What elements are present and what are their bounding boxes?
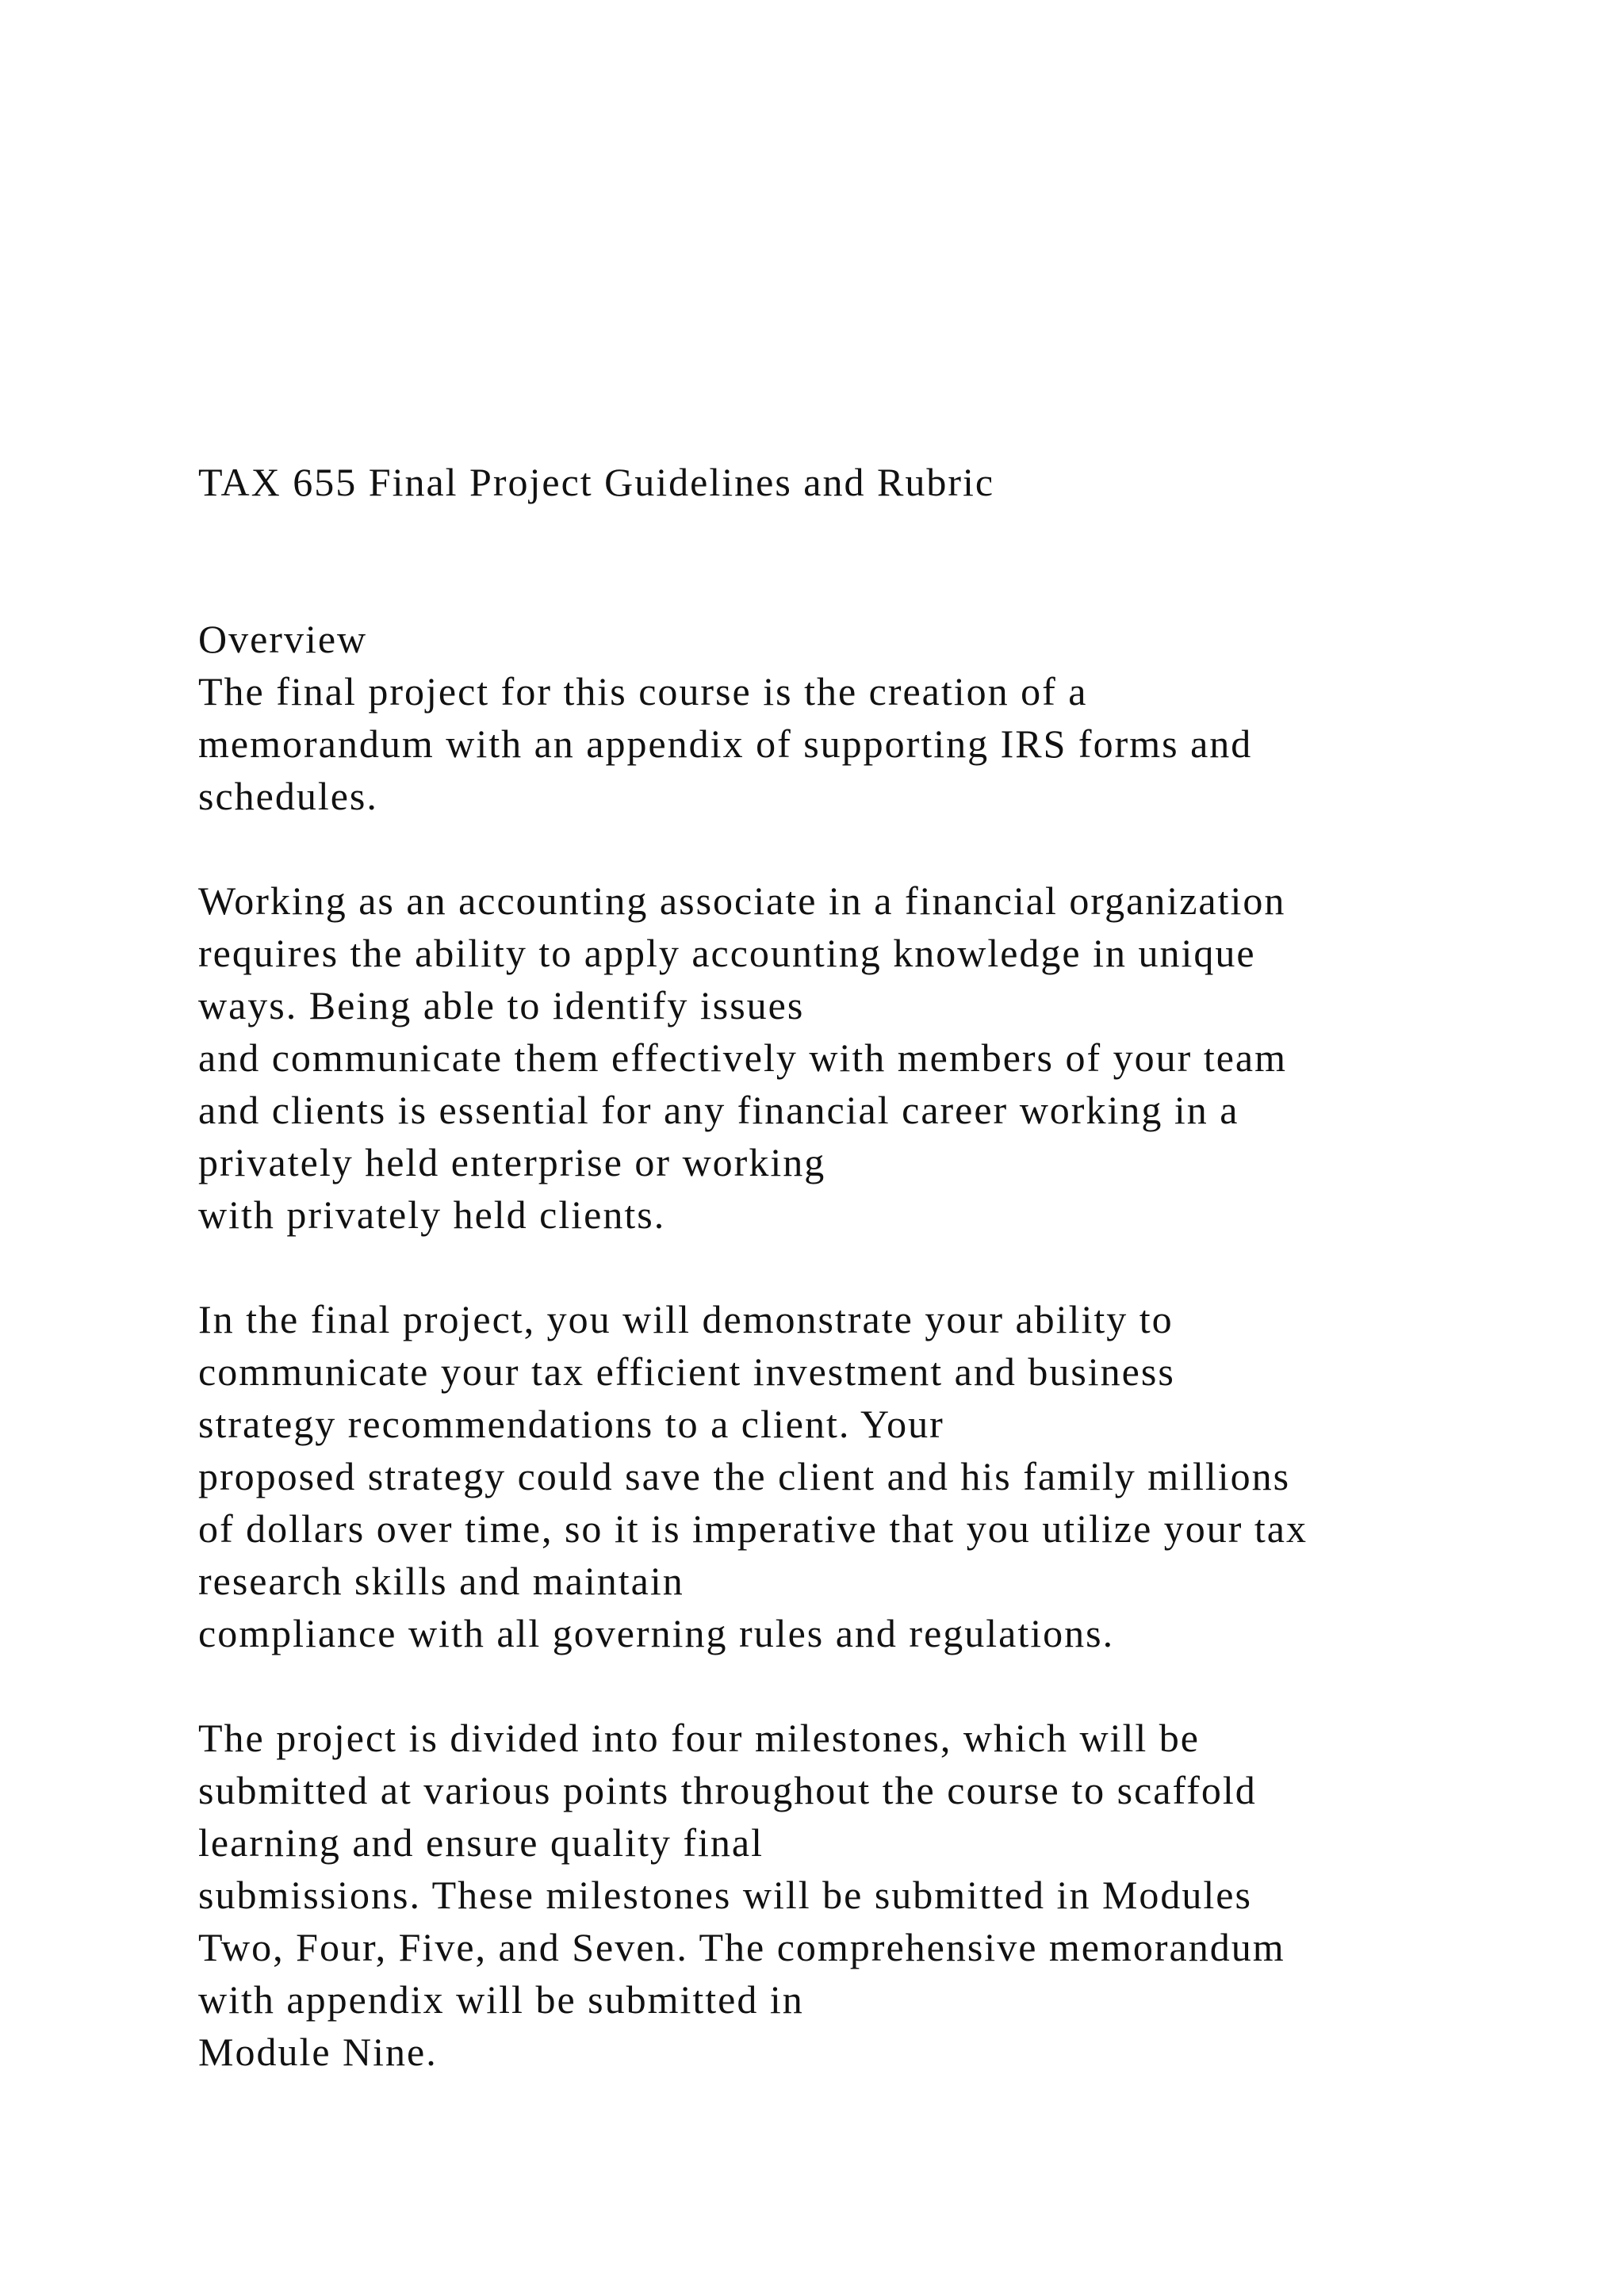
paragraph-line: and clients is essential for any financial career working in a bbox=[198, 1088, 1239, 1132]
paragraph-line: with appendix will be submitted in bbox=[198, 1977, 804, 2022]
paragraph-line: Working as an accounting associate in a financial organization bbox=[198, 878, 1286, 923]
paragraph-context bbox=[198, 874, 1530, 1241]
paragraph-line: of dollars over time, so it is imperative that you utilize your tax bbox=[198, 1506, 1308, 1551]
document-body bbox=[198, 456, 1530, 2078]
paragraph-line: communicate your tax efficient investment and business bbox=[198, 1349, 1175, 1394]
paragraph-line: The final project for this course is the creation of a bbox=[198, 669, 1088, 714]
paragraph-line: submissions. These milestones will be submitted in Modules bbox=[198, 1873, 1252, 1917]
paragraph-line: with privately held clients. bbox=[198, 1192, 666, 1237]
paragraph-line: and communicate them effectively with members of your team bbox=[198, 1035, 1287, 1080]
paragraph-line: privately held enterprise or working bbox=[198, 1140, 826, 1184]
paragraph-intro bbox=[198, 665, 1530, 822]
paragraph-goal bbox=[198, 1293, 1530, 1659]
paragraph-line: research skills and maintain bbox=[198, 1559, 684, 1603]
paragraph-line: submitted at various points throughout the course to scaffold bbox=[198, 1768, 1257, 1812]
section-heading-overview: Overview bbox=[198, 617, 368, 661]
document-title: TAX 655 Final Project Guidelines and Rubric bbox=[198, 460, 995, 504]
paragraph-line: Module Nine. bbox=[198, 2030, 438, 2074]
paragraph-line: proposed strategy could save the client and his family millions bbox=[198, 1454, 1291, 1498]
paragraph-line: The project is divided into four milestones, which will be bbox=[198, 1716, 1200, 1760]
paragraph-milestones bbox=[198, 1712, 1530, 2078]
paragraph-line: strategy recommendations to a client. Your bbox=[198, 1402, 944, 1446]
paragraph-line: In the final project, you will demonstrate your ability to bbox=[198, 1297, 1174, 1341]
title-block bbox=[198, 456, 1530, 508]
paragraph-line: requires the ability to apply accounting knowledge in unique bbox=[198, 931, 1256, 975]
paragraph-line: ways. Being able to identify issues bbox=[198, 983, 805, 1027]
paragraph-line: memorandum with an appendix of supporting IRS forms and bbox=[198, 721, 1253, 766]
paragraph-line: compliance with all governing rules and regulations. bbox=[198, 1611, 1115, 1655]
paragraph-line: learning and ensure quality final bbox=[198, 1820, 764, 1865]
paragraph-line: schedules. bbox=[198, 774, 378, 818]
paragraph-line: Two, Four, Five, and Seven. The comprehensive memorandum bbox=[198, 1925, 1285, 1969]
